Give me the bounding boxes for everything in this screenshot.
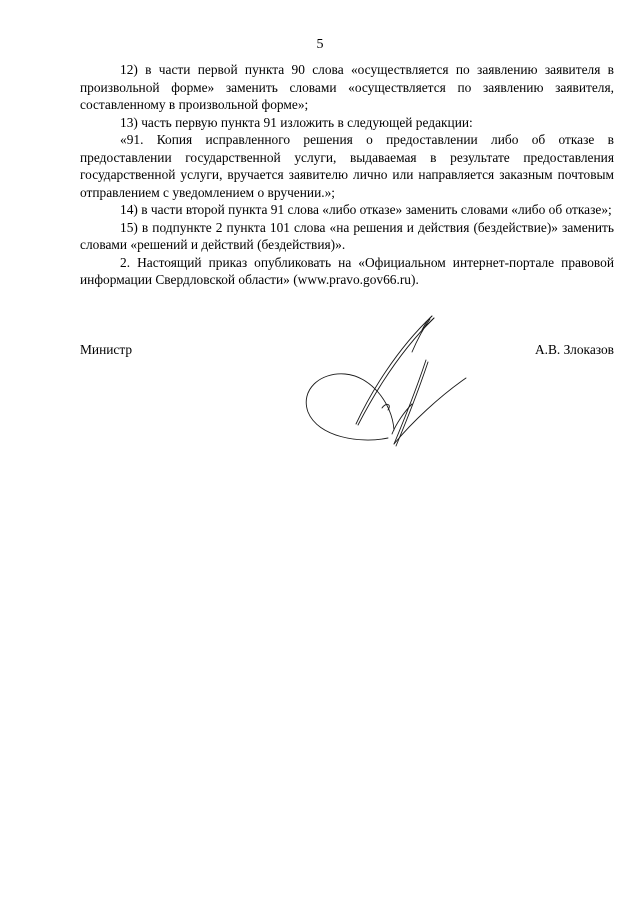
paragraph-item-12: 12) в части первой пункта 90 слова «осуществляется по заявлению заявителя в произвольной форме» заменить словами «осуществляется по заявлению заявителя, составленному в произвольной форме»; [80, 62, 614, 112]
signer-name: А.В. Злоказов [534, 342, 614, 357]
paragraph-quoted-91: «91. Копия исправленного решения о предоставлении либо об отказе в предоставлении государственной услуги, выдаваемая в результате предоставления государственной услуги, вручается заявителю лично или направляется заказным почтовым отправлением с уведомлением о вручении.»; [80, 132, 614, 200]
paragraph-publication: 2. Настоящий приказ опубликовать на «Официальном интернет-портале правовой информации Свердловской области» (www.pravo.gov66.ru). [80, 254, 614, 287]
paragraph-item-14: 14) в части второй пункта 91 слова «либо отказе» заменить словами «либо об отказе»; [120, 202, 612, 217]
paragraph-item-15: 15) в подпункте 2 пункта 101 слова «на решения и действия (бездействие)» заменить словами «решений и действий (бездействия)». [80, 219, 614, 252]
handwritten-signature [300, 312, 470, 462]
signer-position: Министр [80, 342, 133, 357]
page-number: 5 [316, 37, 324, 52]
paragraph-item-13: 13) часть первую пункта 91 изложить в следующей редакции: [120, 114, 473, 130]
document-body [80, 61, 614, 289]
